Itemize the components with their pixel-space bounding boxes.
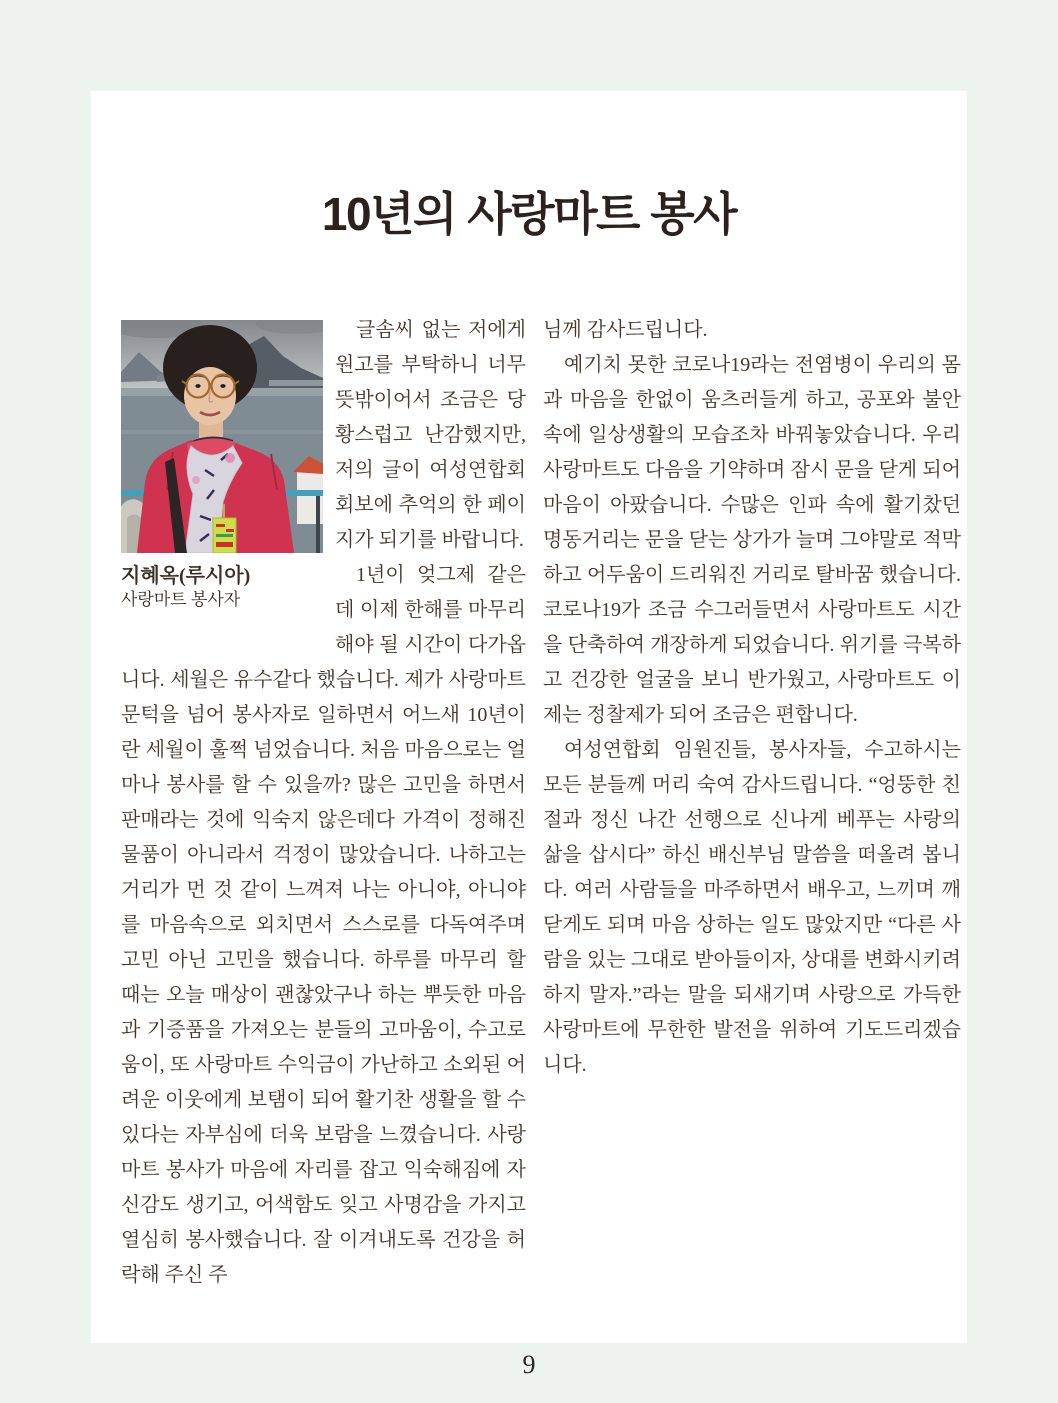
- paragraph-1: 글솜씨 없는 저에게 원고를 부탁하니 너무 뜻밖이어서 조금은 당황스럽고 난감했지만, 저의 글이 여성연합회 회보에 추억의 한 페이지가 되기를 바랍니다.: [335, 319, 526, 551]
- author-photo-figure: [121, 320, 335, 610]
- author-photo: [121, 320, 323, 553]
- photo-caption-name: 지혜옥(루시아): [121, 565, 251, 587]
- page-sheet: [91, 91, 967, 1343]
- page-number: 9: [522, 1350, 536, 1379]
- article-title: 10년의 사랑마트 봉사: [321, 187, 737, 240]
- right-column: [543, 313, 961, 1343]
- article-body: [121, 313, 961, 1343]
- left-column: [121, 313, 526, 1343]
- paragraph-2: 1년이 엊그제 같은데 이제 한해를 마무리해야 될 시간이 다가옵니다. 세월은 유수같다 했습니다. 제가 사랑마트 문턱을 넘어 봉사자로 일하면서 어느새 10년이란 세월이 훌쩍 넘었습니다. 처음 마음으로는 얼마나 봉사를 할 수 있을까? 많은 고민을 하면서 판매라는 것에 익숙지 않은데다 가격이 정해진 물품이 아니라서 걱정이 많았습니다. 나하고는 거리가 먼 것 같이 느껴져 나는 아니야, 아니야를 마음속으로 외치면서 스스로를 다독여주며 고민 아닌 고민을 했습니다. 하루를 마무리 할 때는 오늘 매상이 괜찮았구나 하는 뿌듯한 마음과 기증품을 가져오는 분들의 고마움이, 수고로움이, 또 사랑마트 수익금이 가난하고 소외된 어려운 이웃에게 보탬이 되어 활기찬 생활을 할 수 있다는 자부심에 더욱 보람을 느꼈습니다. 사랑마트 봉사가 마음에 자리를 잡고 익숙해짐에 자신감도 생기고, 어색함도 잊고 사명감을 가지고 열심히 봉사했습니다. 잘 이겨내도록 건강을 허락해 주신 주: [121, 564, 526, 1286]
- photo-caption-role: 사랑마트 봉사자: [121, 590, 241, 609]
- paragraph-4: 여성연합회 임원진들, 봉사자들, 수고하시는 모든 분들께 머리 숙여 감사드립니다. “엉뚱한 친절과 정신 나간 선행으로 신나게 베푸는 사랑의 삶을 삽시다” 하신 배신부님 말씀을 떠올려 봅니다. 여러 사람들을 마주하면서 배우고, 느끼며 깨닫게도 되며 마음 상하는 일도 많았지만 “다른 사람을 있는 그대로 받아들이자, 상대를 변화시키려 하지 말자.”라는 말을 되새기며 사랑으로 가득한 사랑마트에 무한한 발전을 위하여 기도드리겠습니다.: [543, 739, 961, 1076]
- paragraph-2-continued: 님께 감사드립니다.: [543, 319, 708, 341]
- paragraph-3: 예기치 못한 코로나19라는 전염병이 우리의 몸과 마음을 한없이 움츠러들게 하고, 공포와 불안 속에 일상생활의 모습조차 바꿔놓았습니다. 우리 사랑마트도 다음을 기약하며 잠시 문을 닫게 되어 마음이 아팠습니다. 수많은 인파 속에 활기찼던 명동거리는 문을 닫는 상가가 늘며 그야말로 적막하고 어두움이 드리워진 거리로 탈바꿈 했습니다. 코로나19가 조금 수그러들면서 사랑마트도 시간을 단축하여 개장하게 되었습니다. 위기를 극복하고 건강한 얼굴을 보니 반가웠고, 사랑마트도 이제는 정찰제가 되어 조금은 편합니다.: [543, 354, 961, 726]
